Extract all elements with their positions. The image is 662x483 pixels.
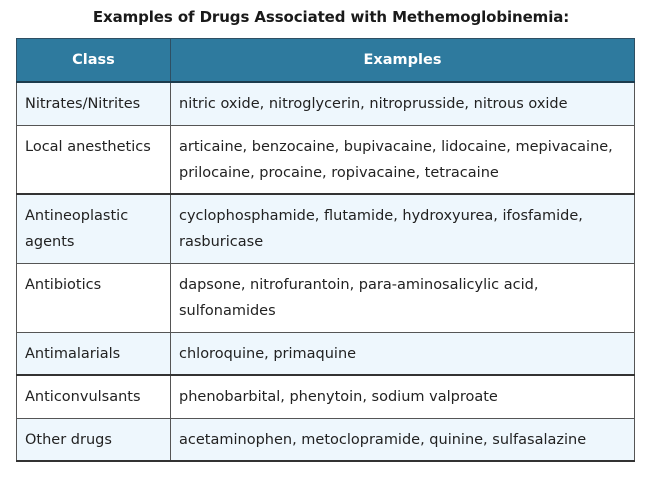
table-row <box>17 82 635 125</box>
row-class-cell: Antineoplastic agents <box>17 194 171 263</box>
row-class-cell: Anticonvulsants <box>17 375 171 418</box>
row-examples-cell: acetaminophen, metoclopramide, quinine, sulfasalazine <box>171 418 635 461</box>
row-examples-cell: articaine, benzocaine, bupivacaine, lidocaine, mepivacaine, prilocaine, procaine, ropivacaine, tetracaine <box>171 125 635 194</box>
column-header-class: Class <box>17 39 171 83</box>
table-row <box>17 332 635 375</box>
row-examples-cell: chloroquine, primaquine <box>171 332 635 375</box>
table-row <box>17 263 635 332</box>
table-row <box>17 418 635 461</box>
row-class-cell: Other drugs <box>17 418 171 461</box>
table-row <box>17 375 635 418</box>
row-examples-cell: phenobarbital, phenytoin, sodium valproate <box>171 375 635 418</box>
row-class-cell: Local anesthetics <box>17 125 171 194</box>
column-header-examples: Examples <box>171 39 635 83</box>
row-examples-cell: nitric oxide, nitroglycerin, nitroprusside, nitrous oxide <box>171 82 635 125</box>
table-row <box>17 194 635 263</box>
table-title: Examples of Drugs Associated with Methemoglobinemia: <box>92 8 570 26</box>
row-examples-cell: dapsone, nitrofurantoin, para-aminosalicylic acid, sulfonamides <box>171 263 635 332</box>
drugs-table <box>16 38 635 462</box>
row-class-cell: Antimalarials <box>17 332 171 375</box>
row-class-cell: Antibiotics <box>17 263 171 332</box>
table-row <box>17 125 635 194</box>
row-class-cell: Nitrates/Nitrites <box>17 82 171 125</box>
row-examples-cell: cyclophosphamide, flutamide, hydroxyurea, ifosfamide, rasburicase <box>171 194 635 263</box>
table-header-row <box>17 39 635 83</box>
